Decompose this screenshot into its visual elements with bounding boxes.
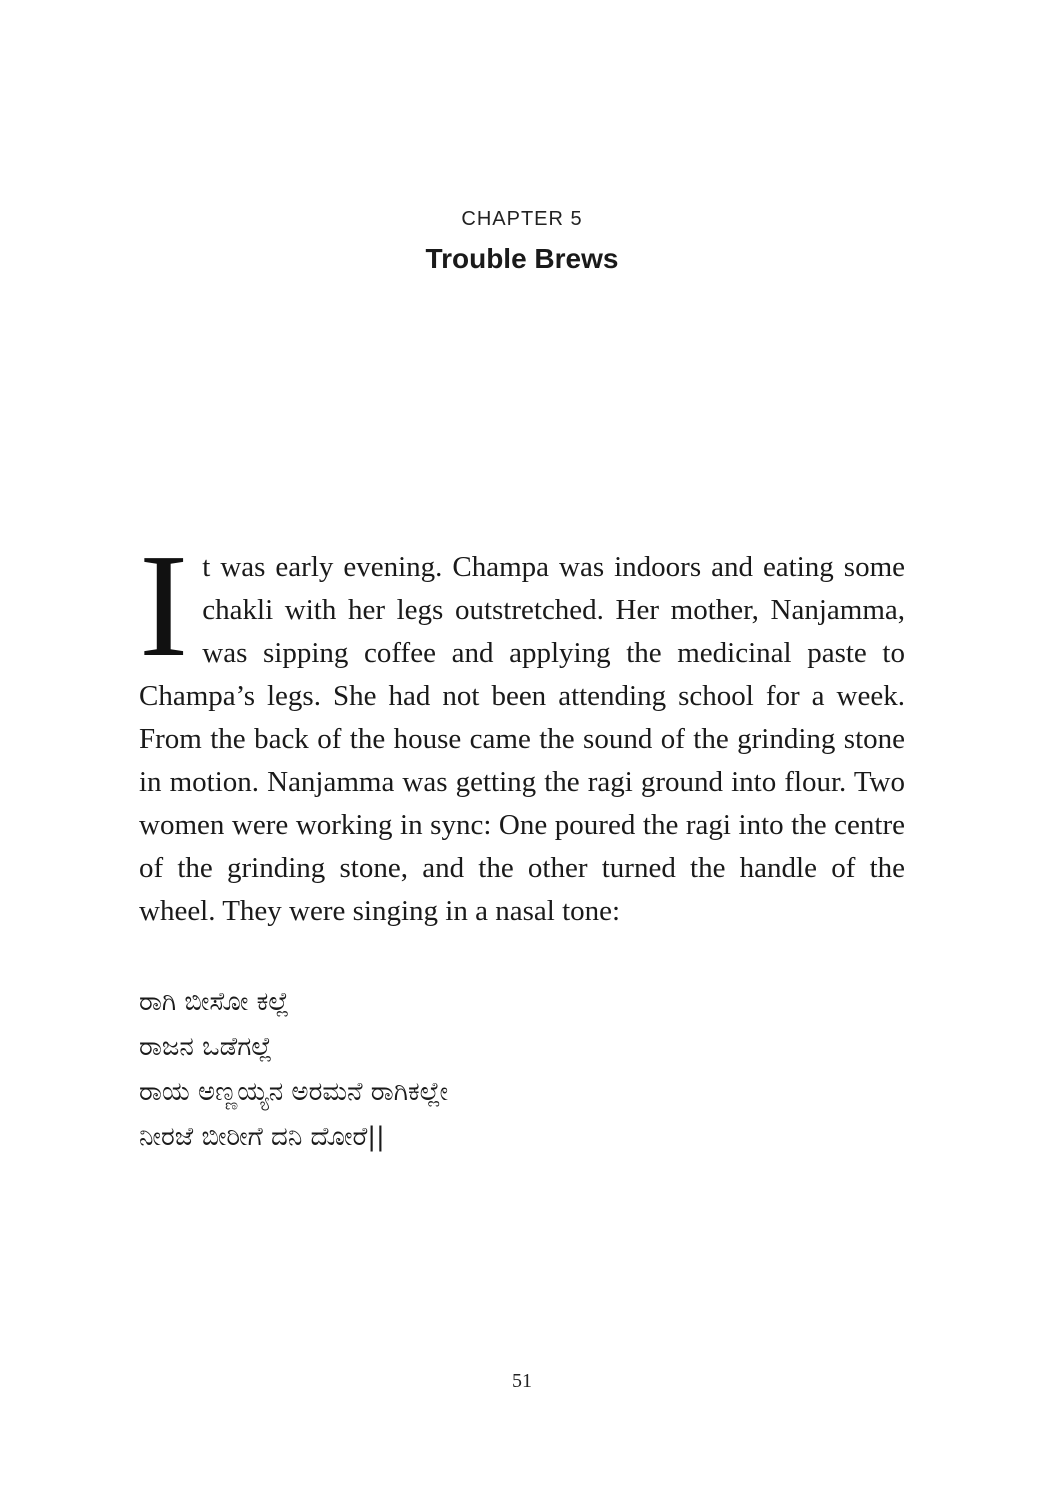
verse-line: ನೀರಜೆ ಬೀರೀಗೆ ದನಿ ದೋರೆ||	[139, 1122, 385, 1152]
drop-cap: I	[139, 524, 189, 688]
paragraph-text: t was early evening. Champa was indoors and eating some chakli with her legs outstretched. Her mother, Nanjamma, was sipping coffee and applying the medicinal paste to Champa’s legs. She had not been attending school for a week. From the back of the house came the sound of the grinding stone in motion. Nanjamma was getting the ragi ground into flour. Two women were working in sync: One poured the ragi into the centre of the grinding stone, and the other turned the handle of the wheel. They were singing in a nasal tone:	[139, 551, 905, 927]
verse-line: ರಾಜನ ಒಡೆಗಲ್ಲೆ	[139, 1032, 273, 1062]
kannada-verse	[139, 980, 905, 1160]
chapter-label: CHAPTER 5	[461, 208, 583, 230]
verse-line: ರಾಗಿ ಬೀಸೋ ಕಲ್ಲೆ	[139, 987, 290, 1017]
chapter-title: Trouble Brews	[425, 243, 619, 274]
verse-line: ರಾಯ ಅಣ್ಣಯ್ಯನ ಅರಮನೆ ರಾಗಿಕಲ್ಲೇ	[139, 1077, 449, 1107]
page-number: 51	[512, 1370, 532, 1392]
body-paragraph	[139, 524, 905, 933]
